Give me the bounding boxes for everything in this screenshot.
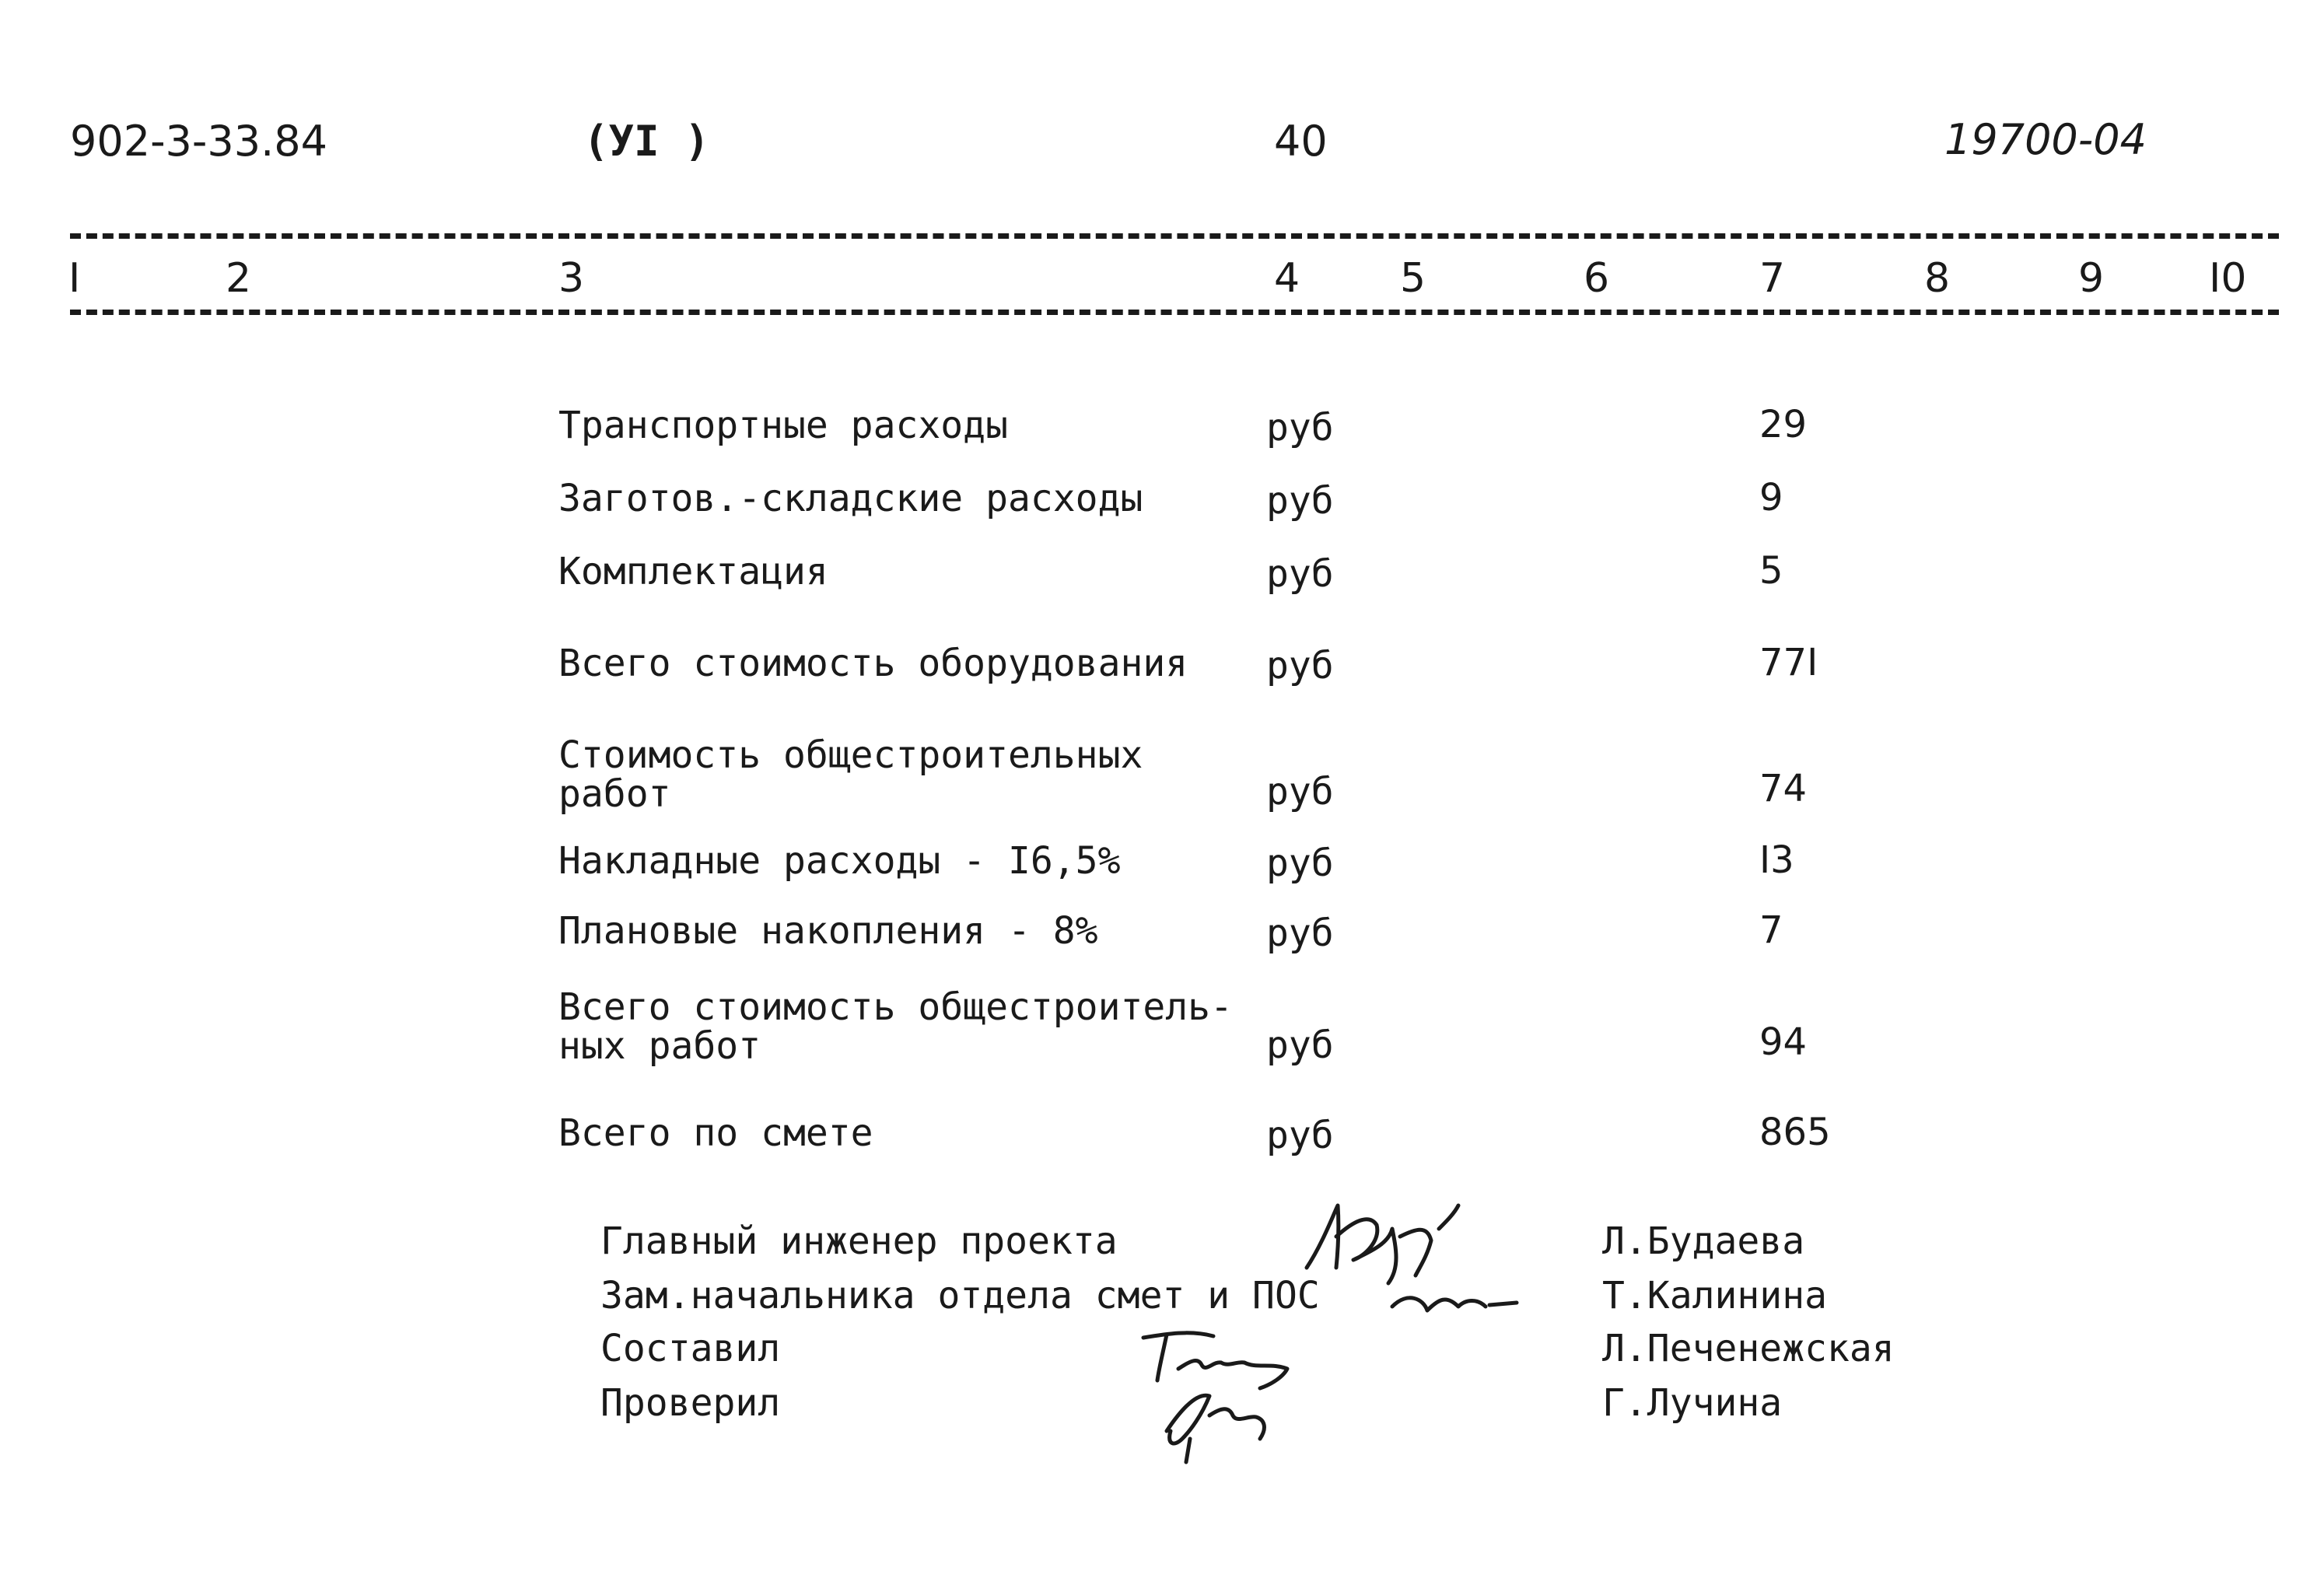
project-code: 19700-04 (1944, 115, 2147, 164)
page-number: 40 (1274, 117, 1328, 166)
row-label-assembly: Комплектация (558, 550, 828, 593)
signature-name-deputy-head: Т.Калинина (1602, 1274, 1827, 1317)
signature-role-deputy-head: Зам.начальника отдела смет и ПОС (600, 1274, 1320, 1317)
column-number-2: 2 (226, 255, 252, 302)
top-dashed-rule (70, 233, 2279, 239)
row-unit-overhead: руб (1266, 841, 1334, 885)
row-label-transport: Транспортные расходы (558, 404, 1008, 447)
bottom-dashed-rule (70, 310, 2279, 315)
column-number-4: 4 (1274, 255, 1300, 302)
signature-name-chief-engineer: Л.Будаева (1602, 1219, 1805, 1263)
row-unit-construction-total: руб (1266, 1023, 1334, 1067)
column-number-8: 8 (1924, 255, 1951, 302)
signature-chief-engineer-handwritten (1291, 1182, 1540, 1330)
row-unit-construction-cost: руб (1266, 770, 1334, 813)
column-number-3: 3 (558, 255, 585, 302)
signature-name-checked-by: Г.Лучина (1602, 1381, 1783, 1425)
column-number-1: I (68, 255, 81, 302)
signature-role-compiled-by: Составил (600, 1327, 781, 1370)
signature-compiled-by-handwritten (1136, 1314, 1330, 1470)
column-number-6: 6 (1584, 255, 1610, 302)
row-value-estimate-total: 865 (1759, 1111, 1831, 1154)
row-value-storage: 9 (1759, 476, 1783, 520)
row-value-construction-total: 94 (1759, 1020, 1808, 1064)
row-label-construction-cost: Стоимость общестроительных работ (558, 733, 1143, 816)
document-code: 902-3-33.84 (70, 117, 327, 166)
row-unit-storage: руб (1266, 479, 1334, 523)
row-label-equipment-total: Всего стоимость оборудования (558, 642, 1188, 685)
row-label-storage: Заготов.-складские расходы (558, 477, 1143, 520)
row-value-equipment-total: 77I (1759, 641, 1818, 684)
row-label-estimate-total: Всего по смете (558, 1111, 873, 1155)
row-value-construction-cost: 74 (1759, 767, 1808, 810)
row-value-overhead: I3 (1759, 838, 1794, 882)
column-number-9: 9 (2078, 255, 2105, 302)
signature-role-checked-by: Проверил (600, 1381, 781, 1425)
section-number: (УI ) (583, 117, 710, 166)
row-unit-planned-savings: руб (1266, 911, 1334, 955)
row-unit-transport: руб (1266, 406, 1334, 450)
row-label-overhead: Накладные расходы - I6,5% (558, 839, 1121, 883)
row-value-transport: 29 (1759, 403, 1808, 446)
row-value-planned-savings: 7 (1759, 908, 1783, 952)
column-number-10: I0 (2209, 255, 2247, 302)
row-value-assembly: 5 (1759, 549, 1783, 593)
column-number-5: 5 (1400, 255, 1426, 302)
row-unit-equipment-total: руб (1266, 644, 1334, 688)
row-unit-assembly: руб (1266, 552, 1334, 596)
row-label-planned-savings: Плановые накопления - 8% (558, 909, 1098, 953)
row-label-construction-total: Всего стоимость общестроитель- ных работ (558, 985, 1233, 1068)
column-number-7: 7 (1759, 255, 1786, 302)
signature-name-compiled-by: Л.Печенежская (1602, 1327, 1895, 1370)
signature-role-chief-engineer: Главный инженер проекта (600, 1219, 1118, 1263)
row-unit-estimate-total: руб (1266, 1114, 1334, 1157)
